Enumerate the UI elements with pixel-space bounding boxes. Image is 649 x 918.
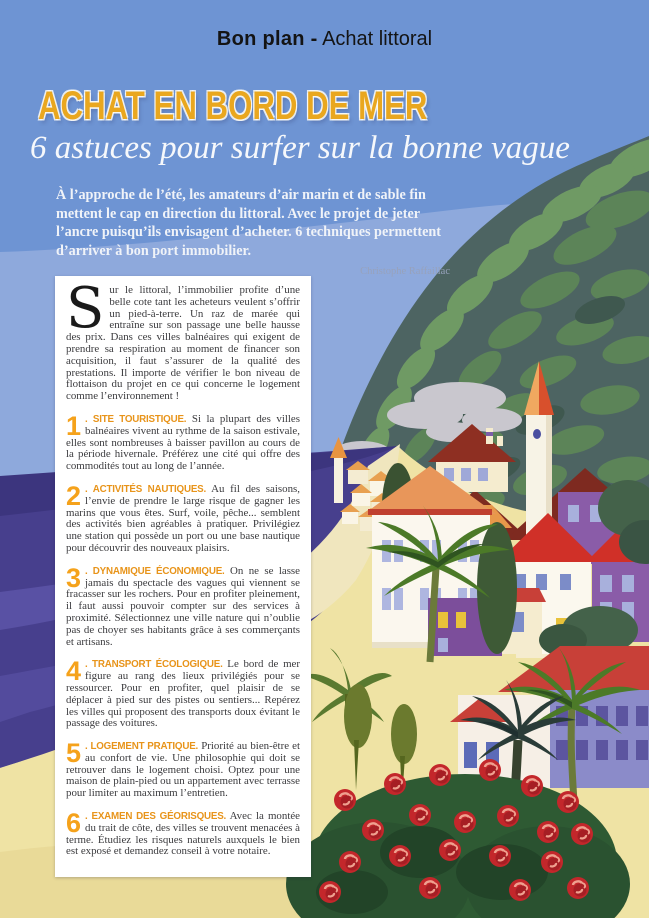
section-heading: . EXAMEN DES GÉORISQUES.	[85, 811, 227, 823]
author-credit: Christophe Raffaillac	[360, 265, 450, 277]
section-text: Priorité au bien-être et au confort de vie. Une philosophie qui doit se retrouver dans le logement choisi. Optez pour une maison de plain-pied ou un appartement avec terrasse pour limiter au maximum l’entretien.	[66, 740, 301, 800]
article-panel	[55, 276, 311, 877]
lead-paragraph: Sur le littoral, l’immobilier profite d’une belle cote tant les acheteurs veulent s’offrir un pied-à-terre. Un raz de marée qui entraîne sur son passage une belle hausse des prix. Dans ces villes balnéaires qui exigent de prendre sa respiration au moment de financer son acquisition, il faut s’assurer de la qualité des prestations. Il importe de vérifier le bon niveau de flottaison du projet en ce qui concerne le logement comme l’environnement !	[66, 276, 300, 403]
kicker-regular: Achat littoral	[317, 28, 433, 50]
section-heading: . LOGEMENT PRATIQUE.	[85, 741, 199, 753]
section-text: On ne se lasse jamais du spectacle des vagues qui viennent se fracasser sur les rochers. Pour en profiter pleinement, il faut aussi pouvoir compter sur des services à proximité. Sélectionnez une ville nature qui n’oublie pas de choyer ses habitants grâce à ses commerçants et artisans.	[66, 564, 300, 648]
section-heading: . ACTIVITÉS NAUTIQUES.	[85, 483, 207, 495]
section-transport-ecologique	[66, 656, 300, 730]
section-text: Au fil des saisons, l’envie de prendre le large risque de gagner les marins que vous êtes. Surf, voile, pêche... semblent des activités bien agréables à pratiquer. Privilégiez une station qui possède un port ou une base nautique pour découvrir des nouveaux plaisirs.	[66, 482, 300, 554]
section-activites-nautiques	[66, 480, 300, 555]
section-number: 4	[66, 656, 82, 687]
section-site-touristique	[66, 410, 300, 473]
section-logement-pratique	[66, 738, 301, 800]
section-text: Si la plupart des villes balnéaires vivent au rythme de la saison estivale, elles sont nombreuses à baisser pavillon au cours de la période hivernale. Préférez une cité qui offre des commodités tout au long de l’année.	[66, 412, 300, 473]
intro-block	[56, 186, 450, 277]
section-heading: . TRANSPORT ÉCOLOGIQUE.	[85, 659, 223, 671]
section-heading: . SITE TOURISTIQUE.	[85, 413, 187, 425]
section-number: 3	[66, 562, 82, 593]
section-number: 2	[66, 480, 82, 511]
kicker	[0, 28, 649, 51]
section-heading: . DYNAMIQUE ÉCONOMIQUE.	[85, 565, 225, 577]
section-number: 1	[66, 410, 82, 441]
section-number: 6	[66, 808, 82, 839]
intro-paragraph: À l’approche de l’été, les amateurs d’air marin et de sable fin mettent le cap en direction du littoral. Avec le projet de jeter l’ancre puisqu’ils envisagent d’acheter. 6 techniques permettent d’arriver à bon port immobilier.	[56, 187, 442, 260]
section-dynamique-economique	[66, 562, 300, 649]
section-text: Avec la montée du trait de côte, des villes se trouvent menacées à terme. Étudiez les risques naturels auxquels le bien est exposé et demandez conseil à votre notaire.	[66, 810, 301, 858]
section-text: Le bord de mer figure au rang des lieux privilégiés pour se ressourcer. Pour en profiter, quel plaisir de se déplacer à pied sur des pistes ou sentiers... Repérez les villes qui proposent des transports doux évitant le passage des voitures.	[66, 658, 300, 730]
section-examen-georisques	[66, 808, 301, 858]
kicker-bold: Bon plan -	[216, 28, 318, 50]
page-subtitle: 6 astuces pour surfer sur la bonne vague	[30, 130, 570, 166]
section-number: 5	[66, 738, 82, 769]
page-title: ACHAT EN BORD DE MER	[38, 84, 428, 128]
